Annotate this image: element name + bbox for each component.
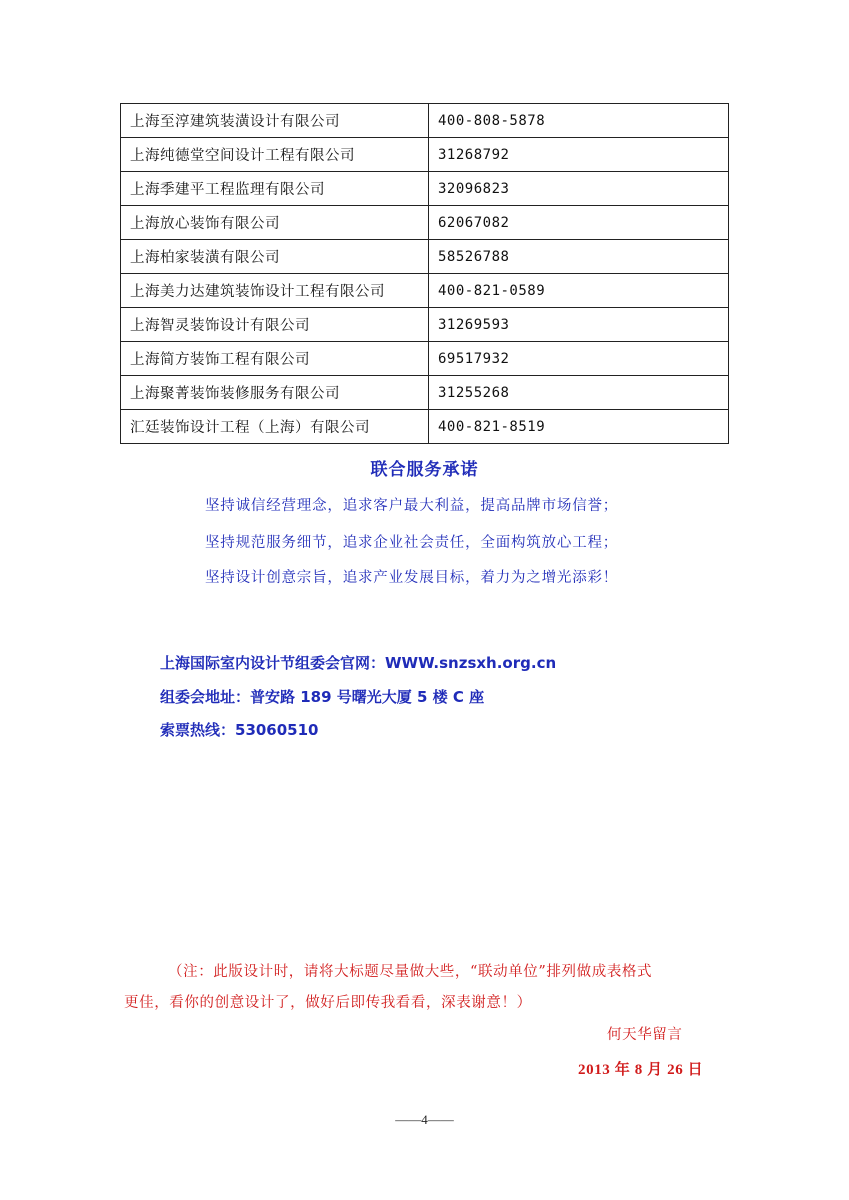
phone-cell: 400-821-8519 <box>429 410 729 444</box>
company-name-cell: 上海放心装饰有限公司 <box>121 206 429 240</box>
company-name-cell: 上海至淳建筑装潢设计有限公司 <box>121 104 429 138</box>
phone-cell: 32096823 <box>429 172 729 206</box>
table-row <box>121 240 729 274</box>
phone-cell: 31255268 <box>429 376 729 410</box>
promise-heading: 联合服务承诺 <box>370 460 479 480</box>
table-row <box>121 410 729 444</box>
company-contact-table <box>120 103 729 444</box>
phone-cell: 400-821-0589 <box>429 274 729 308</box>
company-name-cell: 上海智灵装饰设计有限公司 <box>121 308 429 342</box>
note-date: 2013 年 8 月 26 日 <box>578 1062 704 1078</box>
company-name-cell: 上海季建平工程监理有限公司 <box>121 172 429 206</box>
promise-line-1: 坚持诚信经营理念，追求客户最大利益，提高品牌市场信誉； <box>205 498 619 514</box>
committee-address-text: 组委会地址：普安路 189 号曙光大厦 5 楼 C 座 <box>160 688 485 706</box>
company-name-cell: 上海美力达建筑装饰设计工程有限公司 <box>121 274 429 308</box>
company-name-cell: 上海纯德堂空间设计工程有限公司 <box>121 138 429 172</box>
company-name-cell: 上海柏家装潢有限公司 <box>121 240 429 274</box>
table-row <box>121 308 729 342</box>
phone-cell: 31268792 <box>429 138 729 172</box>
table-row <box>121 376 729 410</box>
company-contact-table-body <box>121 104 729 444</box>
design-note-line-1: （注：此版设计时，请将大标题尽量做大些，“联动单位”排列做成表格式 <box>168 964 653 980</box>
table-row <box>121 206 729 240</box>
official-website-text: 上海国际室内设计节组委会官网：WWW.snzsxh.org.cn <box>160 654 557 672</box>
company-name-cell: 上海聚菁装饰装修服务有限公司 <box>121 376 429 410</box>
page-number: ——4—— <box>395 1112 454 1127</box>
promise-line-2: 坚持规范服务细节，追求企业社会责任，全面构筑放心工程； <box>205 535 619 551</box>
note-signature: 何天华留言 <box>607 1027 683 1043</box>
table-row <box>121 138 729 172</box>
phone-cell: 58526788 <box>429 240 729 274</box>
design-note-line-2: 更佳，看你的创意设计了，做好后即传我看看，深表谢意！） <box>124 995 532 1011</box>
table-row <box>121 104 729 138</box>
phone-cell: 31269593 <box>429 308 729 342</box>
table-row <box>121 274 729 308</box>
phone-cell: 69517932 <box>429 342 729 376</box>
ticket-hotline-text: 索票热线：53060510 <box>160 721 319 739</box>
promise-line-3: 坚持设计创意宗旨，追求产业发展目标，着力为之增光添彩！ <box>205 570 619 586</box>
company-name-cell: 上海简方装饰工程有限公司 <box>121 342 429 376</box>
phone-cell: 400-808-5878 <box>429 104 729 138</box>
phone-cell: 62067082 <box>429 206 729 240</box>
table-row <box>121 342 729 376</box>
table-row <box>121 172 729 206</box>
company-name-cell: 汇廷装饰设计工程（上海）有限公司 <box>121 410 429 444</box>
